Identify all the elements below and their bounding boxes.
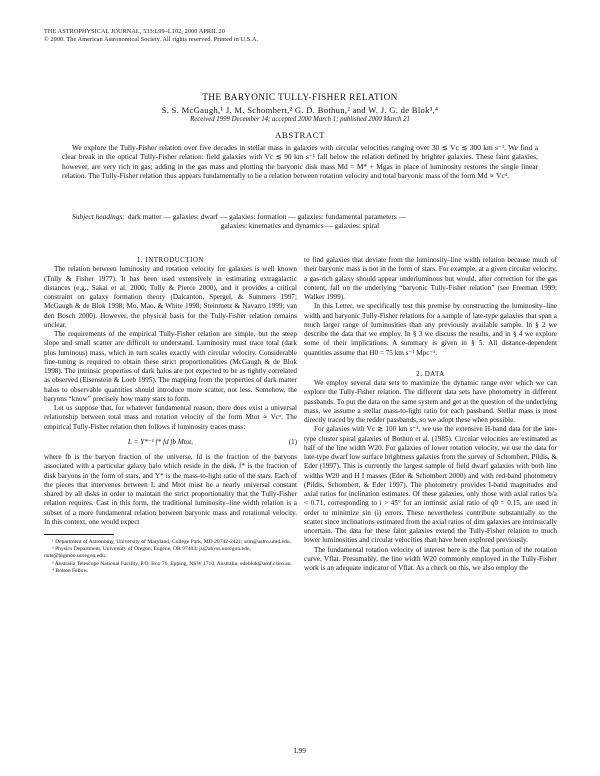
data-paragraph-2: For galaxies with Vc ≳ 100 km s⁻¹, we use the extensive H-band data for the late-type cluster spiral galaxies of Bothun et al. (1985). Circular velocities are estimated as half of the line width W20. For galaxies of lower rotation velocity, we use the data for late-type dwarf low surface brightness galaxies from the survey of Schombert, Pildis, & Eder (1997). This is currently the largest sample of field dwarf galaxies with both line widths W20 and H I masses (Eder & Schombert 2000) and with red-band photometry (Pildis, Schombert, & Eder 1997). The photometry provides I-band magnitudes and axial ratios for inclination estimates. Of these galaxies, only those with axial ratios b/a < 0.71, corresponding to i > 45° for an intrinsic axial ratio of q0 = 0.15, are used in order to minimize sin (i) errors. These nevertheless contribute substantially to the scatter since inclinations estimated from the axial ratios of dim galaxies are intrinsically uncertain. The data for these faint galaxies extend the Tully-Fisher relation to much lower luminosities and circular velocities than have been explored previously. (304, 425, 557, 545)
received-dates: Received 1999 December 14; accepted 2000 March 1; published 2000 March 21 (190, 116, 410, 123)
footnote-3: ³ Australia Telescope National Facility, P.O. Box 76, Epping, NSW 1710, Australia; edeblok@atnf.csiro.au. (52, 560, 292, 567)
author-list: S. S. McGaugh,¹ J. M. Schombert,² G. D. Bothun,² and W. J. G. de Blok³,⁴ (161, 105, 439, 115)
data-paragraph-1: We employ several data sets to maximize the dynamic range over which we can explore the Tully-Fisher relation. The different data sets have photometry in different passbands. To put the data on the same system and get at the question of the underlying mass, we assume a stellar mass-to-light ratio for each passband. Stellar mass is most directly traced by the redder passbands, so we adopt these when possible. (304, 379, 557, 424)
footnote-4: ⁴ Bolton Fellow. (52, 567, 89, 574)
subject-headings-label: Subject headings: (72, 212, 125, 221)
section-heading-introduction: 1. INTRODUCTION (136, 257, 205, 264)
intro-paragraph-3: Let us suppose that, for whatever fundamental reason, there does exist a universal relationship between total mass and rotation velocity of the form Mtot ∝ Vcᵃ. The empirical Tully-Fisher relation then follows if luminosity traces mass: (44, 404, 297, 431)
footnotes (44, 539, 297, 575)
right-column (304, 256, 557, 573)
journal-header (44, 28, 258, 44)
equation-1 (44, 438, 297, 447)
footnote-2: ² Physics Department, University of Oregon, Eugene, OR 97403; js@abyss.uoregon.edu, nuts@bigmoo.uoregon.edu. (44, 546, 252, 560)
abstract-heading: ABSTRACT (275, 130, 325, 140)
page-number: L99 (294, 746, 306, 755)
intro-paragraph-5: to find galaxies that deviate from the luminosity–line width relation because much of their baryonic mass is not in the form of stars. For example, at a given circular velocity, a gas-rich galaxy should appear underluminous but would, after correction for the gas content, fall on the underlying “baryonic Tully-Fisher relation” (see Freeman 1999; Walker 1999). (304, 256, 557, 301)
section-heading-data: 2. DATA (416, 370, 445, 378)
abstract-body (62, 143, 538, 180)
intro-paragraph-1: The relation between luminosity and rotation velocity for galaxies is well known (Tully & Fisher 1977). It has been used extensively in estimating extragalactic distances (e.g., Sakai et al. 2000; Tully & Pierce 2000), and it provides a critical constraint on galaxy formation theory (Dalcanton, Spergel, & Summers 1997; McGaugh & de Blok 1998; Mo, Mao, & White 1998; Steinmetz & Navarro 1999; van den Bosch 2000). However, the physical basis for the Tully-Fisher relation remains unclear. (44, 265, 297, 329)
intro-paragraph-2: The requirements of the empirical Tully-Fisher relation are simple, but the steep slope and small scatter are difficult to understand. Luminosity must trace total (dark plus luminous) mass, which in turn scales exactly with circular velocity. Considerable fine-tuning is required to obtain these strict proportionalities (McGaugh & de Blok 1998). The intrinsic properties of dark halos are not expected to be as tightly correlated as observed (Eisenstein & Loeb 1995). The mapping from the properties of dark matter halos to observable quantities should introduce more scatter, not less. Somehow, the baryons “know” precisely how many stars to form. (44, 330, 297, 403)
subject-headings (62, 212, 538, 231)
equation-number: (1) (288, 437, 297, 446)
data-paragraph-3: The fundamental rotation velocity of interest here is the flat portion of the rotation curve, Vflat. Presumably, the line width W20 commonly employed in the Tully-Fisher work is an adequate indicator of Vflat. As a check on this, we also employ the (304, 545, 557, 572)
abstract-text: We explore the Tully-Fisher relation over five decades in stellar mass in galaxies with circular velocities ranging over 30 ≲ Vc ≲ 300 km s⁻¹. We find a clear break in the optical Tully-Fisher relation: field galaxies with Vc ≲ 90 km s⁻¹ fall below the relation defined by brighter galaxies. These faint galaxies, however, are very rich in gas; adding in the gas mass and plotting the baryonic disk mass Md = M* + Mgas in place of luminosity restores the single linear relation. The Tully-Fisher relation thus appears fundamentally to be a relation between rotation velocity and total baryonic mass of the form Md ∝ Vc⁴. (62, 143, 538, 180)
journal-citation: THE ASTROPHYSICAL JOURNAL, 533:L99–L102, 2000 APRIL 20 (44, 28, 225, 35)
copyright-line: © 2000. The American Astronomical Society. All rights reserved. Printed in U.S.A. (44, 36, 259, 43)
intro-paragraph-6: In this Letter, we specifically test this premise by constructing the luminosity–line width and baryonic Tully-Fisher relations for a sample of late-type galaxies that span a much larger range of luminosities than any previously available sample. In § 2 we describe the data that we employ. In § 3 we discuss the results, and in § 4 we explore some of their implications. A summary is given in § 5. All distance-dependent quantities assume that H0 = 75 km s⁻¹ Mpc⁻¹. (304, 302, 557, 357)
paper-title: THE BARYONIC TULLY-FISHER RELATION (202, 93, 398, 103)
subject-headings-line1: dark matter — galaxies: dwarf — galaxies: formation — galaxies: fundamental parameters — (127, 212, 407, 221)
footnote-1: ¹ Department of Astronomy, University of Maryland, College Park, MD 20742-2421; ssm@astro.umd.edu. (52, 539, 292, 545)
footnote-divider (44, 534, 114, 535)
subject-headings-line2: galaxies: kinematics and dynamics — galaxies: spiral (220, 221, 380, 231)
left-column (44, 256, 297, 575)
intro-paragraph-4: where fb is the baryon fraction of the universe, fd is the fraction of the baryons associated with a particular galaxy halo which reside in the disk, f* is the fraction of disk baryons in the form of stars, and Υ* is the mass-to-light ratio of the stars. Each of the pieces that intervenes between L and Mtot must be a nearly universal constant shared by all disks in order to maintain the strict proportionality that the Tully-Fisher relation requires. Cast in this form, the traditional luminosity–line width relation is a subset of a more fundamental relation between baryonic mass and rotational velocity. In this context, one would expect (44, 453, 297, 526)
equation-body: L = Υ*⁻¹ f* fd fb Mtot, (127, 437, 194, 446)
